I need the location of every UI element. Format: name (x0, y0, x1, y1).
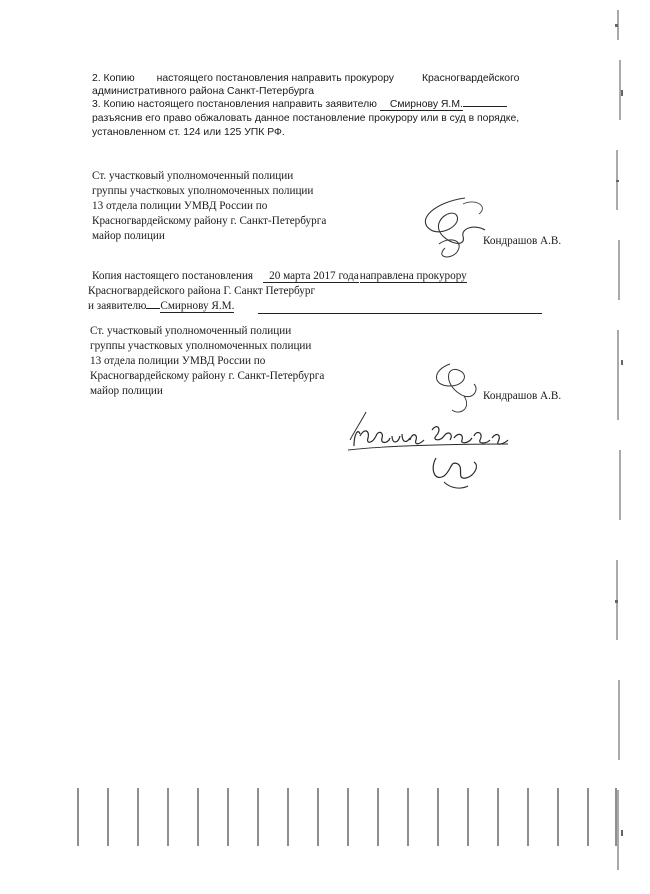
signature-1 (405, 196, 500, 266)
item3-line1 (92, 98, 507, 111)
item2-line2: административного района Санкт-Петербурга (92, 86, 315, 97)
copy-notice-rule (258, 313, 542, 314)
officer2-line5: майор полиции (90, 385, 163, 397)
officer1-line4: Красногвардейскому району г. Санкт-Петербурга (92, 215, 327, 227)
officer2-line2: группы участковых уполномоченных полиции (90, 340, 312, 352)
officer1-line3: 13 отдела полиции УМВД России по (92, 200, 268, 212)
copy-notice-line1-b: направлена прокурору (359, 270, 467, 282)
item3-line3: установленном ст. 124 или 125 УПК РФ. (92, 127, 285, 138)
officer1-line1: Ст. участковый уполномоченный полиции (92, 170, 294, 182)
copy-notice-line1-a: Копия настоящего постановления (92, 270, 254, 282)
officer2-signer: Кондрашов А.В. (483, 390, 562, 402)
copy-notice-line3 (88, 300, 234, 313)
item2-line1-b: настоящего постановления направить прокурору (156, 73, 394, 84)
officer1-line2: группы участковых уполномоченных полиции (92, 185, 314, 197)
item2-line1 (92, 72, 519, 85)
item3-line1-prefix: 3. Копию настоящего постановления направить заявителю (92, 99, 377, 110)
copy-notice-line3-prefix: и заявителю (88, 300, 147, 312)
scan-edge-artifact (612, 0, 626, 894)
officer2-line1: Ст. участковый уполномоченный полиции (90, 325, 292, 337)
copy-notice-date: 20 марта 2017 года (263, 271, 359, 283)
officer2-line4: Красногвардейскому району г. Санкт-Петербурга (90, 370, 325, 382)
officer2-line3: 13 отдела полиции УМВД России по (90, 355, 266, 367)
officer1-signer: Кондрашов А.В. (483, 235, 562, 247)
copy-notice-line2: Красногвардейского района Г. Санкт Петербург (88, 285, 316, 297)
item2-line1-a: 2. Копию (92, 73, 135, 84)
officer1-line5: майор полиции (92, 230, 165, 242)
item3-line1-name: Смирнову Я.М. (380, 99, 463, 111)
copy-notice-line1 (92, 270, 467, 283)
handwritten-copy-certification (340, 410, 515, 495)
copy-notice-line3-name: Смирнову Я.М. (160, 300, 235, 312)
item2-line1-c: Красногвардейского (421, 73, 520, 84)
bottom-perforation-marks (78, 788, 618, 848)
item3-line2: разъяснив его право обжаловать данное постановление прокурору или в суд в порядке, (92, 113, 520, 124)
